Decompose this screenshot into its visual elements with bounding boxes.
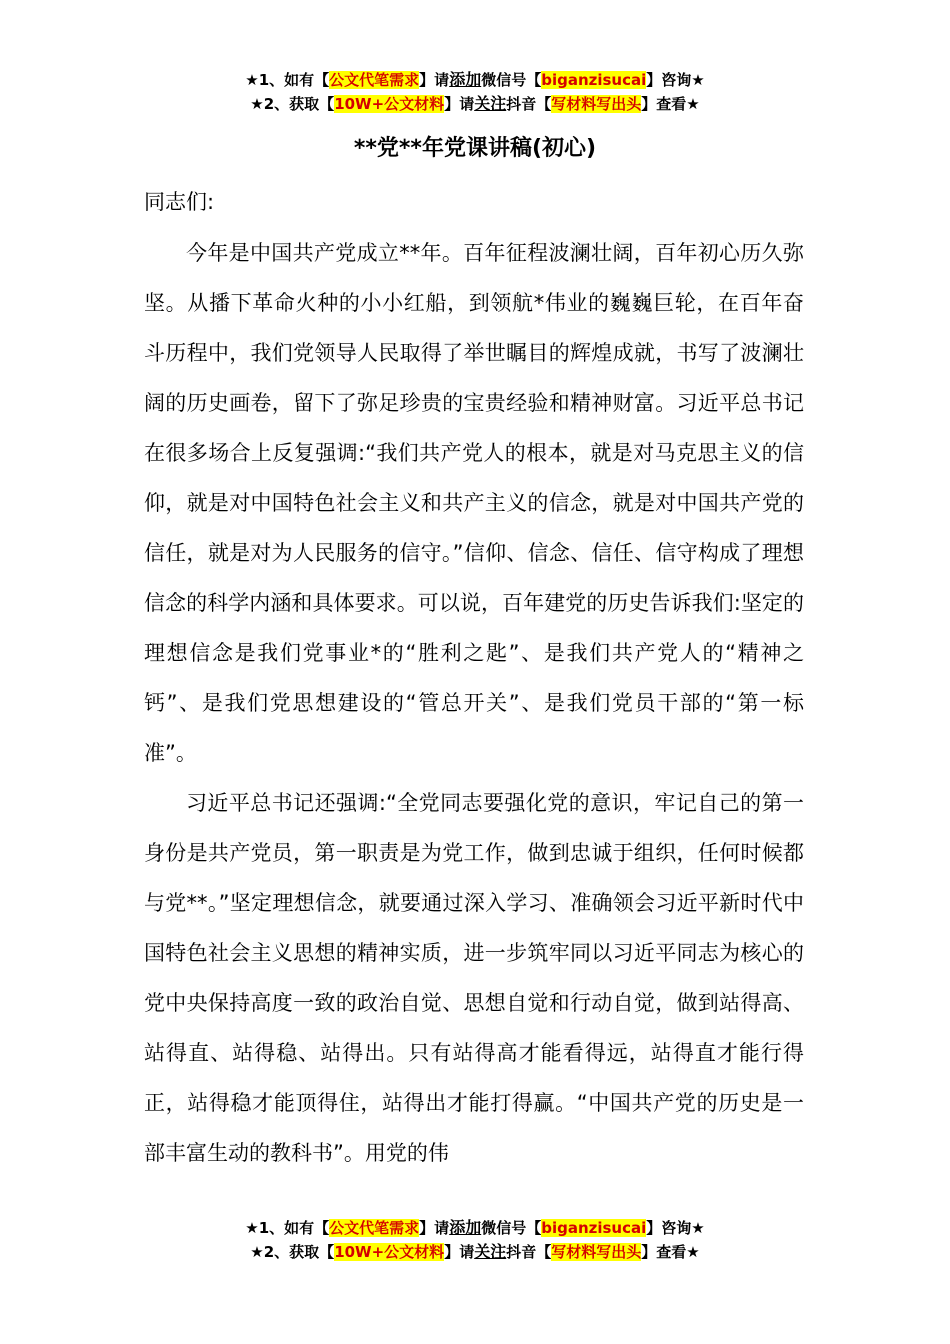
- banner-text: 】咨询★: [646, 71, 705, 89]
- banner-emphasis: 添加: [449, 1218, 482, 1237]
- banner-text: 微信号【: [481, 71, 542, 89]
- body-paragraph-1: 今年是中国共产党成立**年。百年征程波澜壮阔，百年初心历久弥坚。从播下革命火种的小小红船，到领航*伟业的巍巍巨轮，在百年奋斗历程中，我们党领导人民取得了举世瞩目的辉煌成就，书写了波澜壮阔的历史画卷，留下了弥足珍贵的宝贵经验和精神财富。习近平总书记在很多场合上反复强调:“我们共产党人的根本，就是对马克思主义的信仰，就是对中国特色社会主义和共产主义的信念，就是对中国共产党的信任，就是对为人民服务的信守。”信仰、信念、信任、信守构成了理想信念的科学内涵和具体要求。可以说，百年建党的历史告诉我们:坚定的理想信念是我们党事业*的“胜利之匙”、是我们共产党人的“精神之钙”、是我们党思想建设的“管总开关”、是我们党员干部的“第一标准”。: [144, 241, 804, 765]
- banner-highlight: 公文代笔需求: [329, 1219, 420, 1237]
- banner-highlight: 10W+公文材料: [334, 1243, 445, 1261]
- header-ad-banner: [0, 68, 950, 116]
- banner-line-2: [0, 92, 950, 116]
- banner-text: 微信号【: [481, 1219, 542, 1237]
- banner-line-1: [0, 1216, 950, 1240]
- banner-line-2: [0, 1240, 950, 1264]
- banner-text: 】请: [444, 1243, 475, 1261]
- banner-text: 抖音【: [506, 1243, 552, 1261]
- banner-text: ★2、获取【: [250, 1243, 335, 1261]
- banner-wechat-id: biganzisucai: [541, 71, 647, 89]
- banner-douyin-id: 写材料写出头: [551, 95, 642, 113]
- document-title: **党**年党课讲稿(初心): [353, 136, 597, 161]
- banner-highlight: 公文代笔需求: [329, 71, 420, 89]
- banner-text: 】查看★: [641, 95, 700, 113]
- banner-highlight: 10W+公文材料: [334, 95, 445, 113]
- banner-emphasis: 添加: [449, 70, 482, 89]
- banner-text: 】请: [419, 71, 450, 89]
- body-paragraph-2: 习近平总书记还强调:“全党同志要强化党的意识，牢记自己的第一身份是共产党员，第一职责是为党工作，做到忠诚于组织，任何时候都与党**。”坚定理想信念，就要通过深入学习、准确领会习近平新时代中国特色社会主义思想的精神实质，进一步筑牢同以习近平同志为核心的党中央保持高度一致的政治自觉、思想自觉和行动自觉，做到站得高、站得直、站得稳、站得出。只有站得高才能看得远，站得直才能行得正，站得稳才能顶得住，站得出才能打得赢。“中国共产党的历史是一部丰富生动的教科书”。用党的伟: [144, 791, 804, 1165]
- banner-text: 】查看★: [641, 1243, 700, 1261]
- banner-emphasis: 关注: [474, 94, 507, 113]
- banner-emphasis: 关注: [474, 1242, 507, 1261]
- banner-text: 】请: [444, 95, 475, 113]
- banner-text: 】请: [419, 1219, 450, 1237]
- banner-text: ★2、获取【: [250, 95, 335, 113]
- banner-text: 】咨询★: [646, 1219, 705, 1237]
- greeting: 同志们:: [144, 190, 215, 214]
- banner-wechat-id: biganzisucai: [541, 1219, 647, 1237]
- banner-douyin-id: 写材料写出头: [551, 1243, 642, 1261]
- footer-ad-banner: [0, 1216, 950, 1264]
- banner-line-1: [0, 68, 950, 92]
- banner-text: ★1、如有【: [245, 71, 330, 89]
- banner-text: ★1、如有【: [245, 1219, 330, 1237]
- banner-text: 抖音【: [506, 95, 552, 113]
